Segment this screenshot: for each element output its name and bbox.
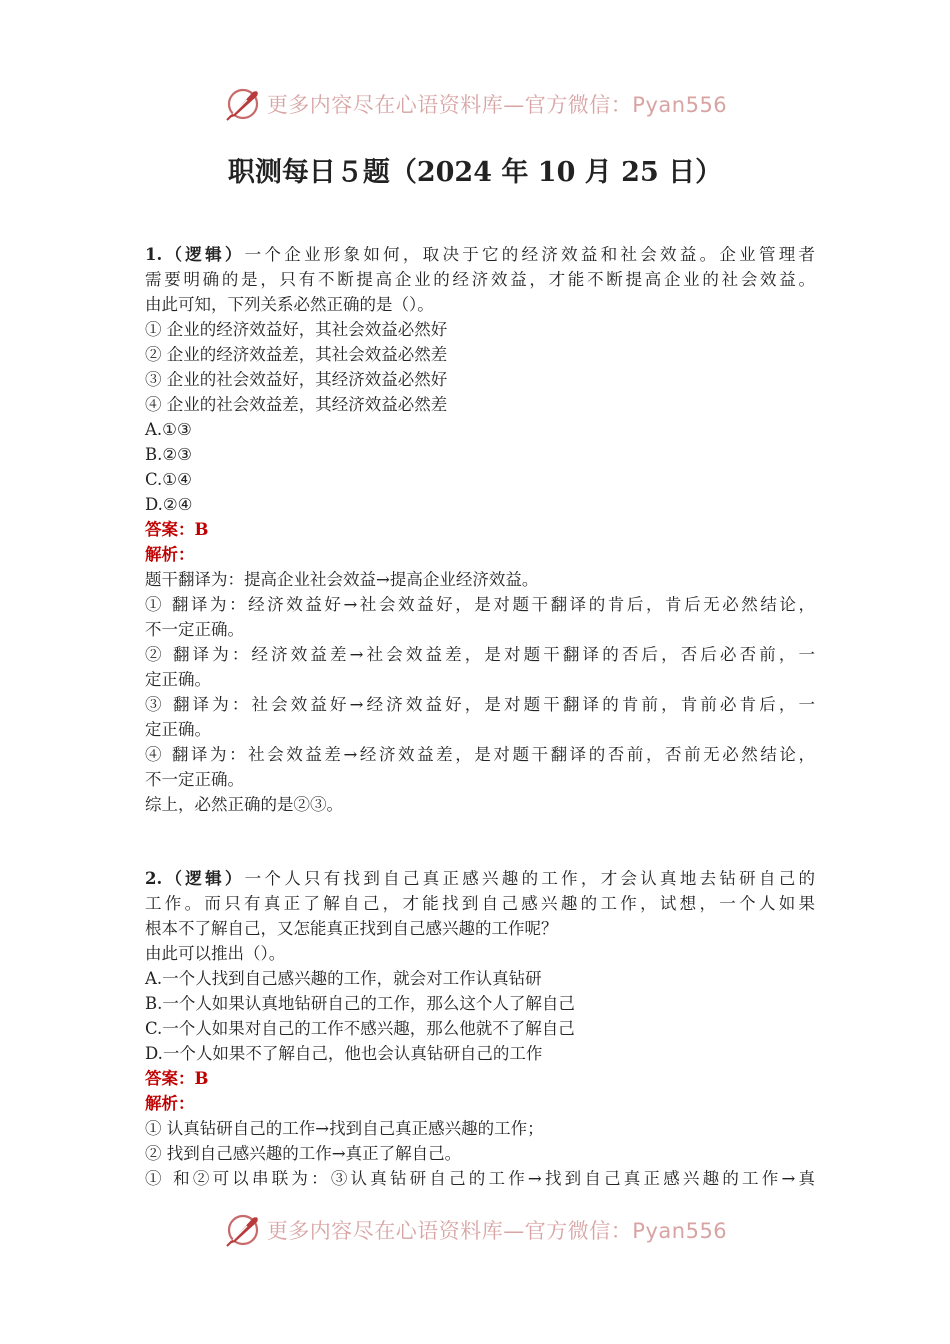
watermark-text: 更多内容尽在心语资料库—官方微信：Pyan556 [266,93,728,117]
question-number: 1. [145,245,163,264]
analysis-line: 定正确。 [145,720,211,739]
option-d: D.②④ [145,495,193,514]
stem-text: 一个人只有找到自己真正感兴趣的工作，才会认真地去钻研自己的 [244,869,816,888]
option-c: C.①④ [145,470,192,489]
answer-label: 答案：B [145,1069,209,1088]
option-a: A.①③ [145,420,192,439]
statement-item: ④ 企业的社会效益差，其经济效益必然差 [145,395,448,414]
question-stem-line [145,242,815,267]
quill-logo-icon [223,84,263,124]
question-stem-line: 由此可知，下列关系必然正确的是（）。 [145,295,434,314]
analysis-line: ③ 翻译为：社会效益好→经济效益好，是对题干翻译的肯前，肯前必肯后，一 [145,695,815,714]
analysis-line: 题干翻译为：提高企业社会效益→提高企业经济效益。 [145,570,539,589]
analysis-line: ④ 翻译为：社会效益差→经济效益差，是对题干翻译的否前，否前无必然结论， [145,745,815,764]
statement-item: ③ 企业的社会效益好，其经济效益必然好 [145,370,448,389]
analysis-line: 定正确。 [145,670,211,689]
analysis-label: 解析： [145,545,195,564]
analysis-line: ① 翻译为：经济效益好→社会效益好，是对题干翻译的肯后，肯后无必然结论， [145,595,815,614]
analysis-line: ② 翻译为：经济效益差→社会效益差，是对题干翻译的否后，否后必否前，一 [145,645,815,664]
analysis-line: ① 和②可以串联为：③认真钻研自己的工作→找到自己真正感兴趣的工作→真 [145,1169,815,1188]
analysis-line: ② 找到自己感兴趣的工作→真正了解自己。 [145,1144,462,1163]
question-number: 2. [145,869,163,888]
analysis-line: ① 认真钻研自己的工作→找到自己真正感兴趣的工作； [145,1119,544,1138]
option-c: C.一个人如果对自己的工作不感兴趣，那么他就不了解自己 [145,1019,575,1038]
question-stem-line [145,866,815,891]
statement-item: ① 企业的经济效益好，其社会效益必然好 [145,320,448,339]
question-category: （逻辑） [162,245,245,264]
analysis-label: 解析： [145,1094,195,1113]
question-2 [145,866,815,1191]
watermark-banner-bottom [0,1208,950,1252]
option-b: B.②③ [145,445,192,464]
quill-logo-icon [223,1210,263,1250]
question-stem-line: 需要明确的是，只有不断提高企业的经济效益，才能不断提高企业的社会效益。 [145,270,815,289]
page-title: 职测每日５题（2024 年 10 月 25 日） [227,157,723,188]
answer-label: 答案：B [145,520,209,539]
question-1 [145,242,815,817]
question-category: （逻辑） [162,869,245,888]
option-a: A.一个人找到自己感兴趣的工作，就会对工作认真钻研 [145,969,542,988]
option-d: D.一个人如果不了解自己，他也会认真钻研自己的工作 [145,1044,543,1063]
analysis-line: 不一定正确。 [145,770,244,789]
question-stem-line: 根本不了解自己，又怎能真正找到自己感兴趣的工作呢？ [145,919,558,938]
analysis-line: 不一定正确。 [145,620,244,639]
option-b: B.一个人如果认真地钻研自己的工作，那么这个人了解自己 [145,994,575,1013]
question-stem-line: 由此可以推出（）。 [145,944,286,963]
watermark-text: 更多内容尽在心语资料库—官方微信：Pyan556 [266,1219,728,1243]
analysis-line: 综上，必然正确的是②③。 [145,795,343,814]
question-stem-line: 工作。而只有真正了解自己，才能找到自己感兴趣的工作，试想，一个人如果 [145,894,815,913]
stem-text: 一个企业形象如何，取决于它的经济效益和社会效益。企业管理者 [244,245,816,264]
statement-item: ② 企业的经济效益差，其社会效益必然差 [145,345,448,364]
watermark-banner-top [0,82,950,126]
